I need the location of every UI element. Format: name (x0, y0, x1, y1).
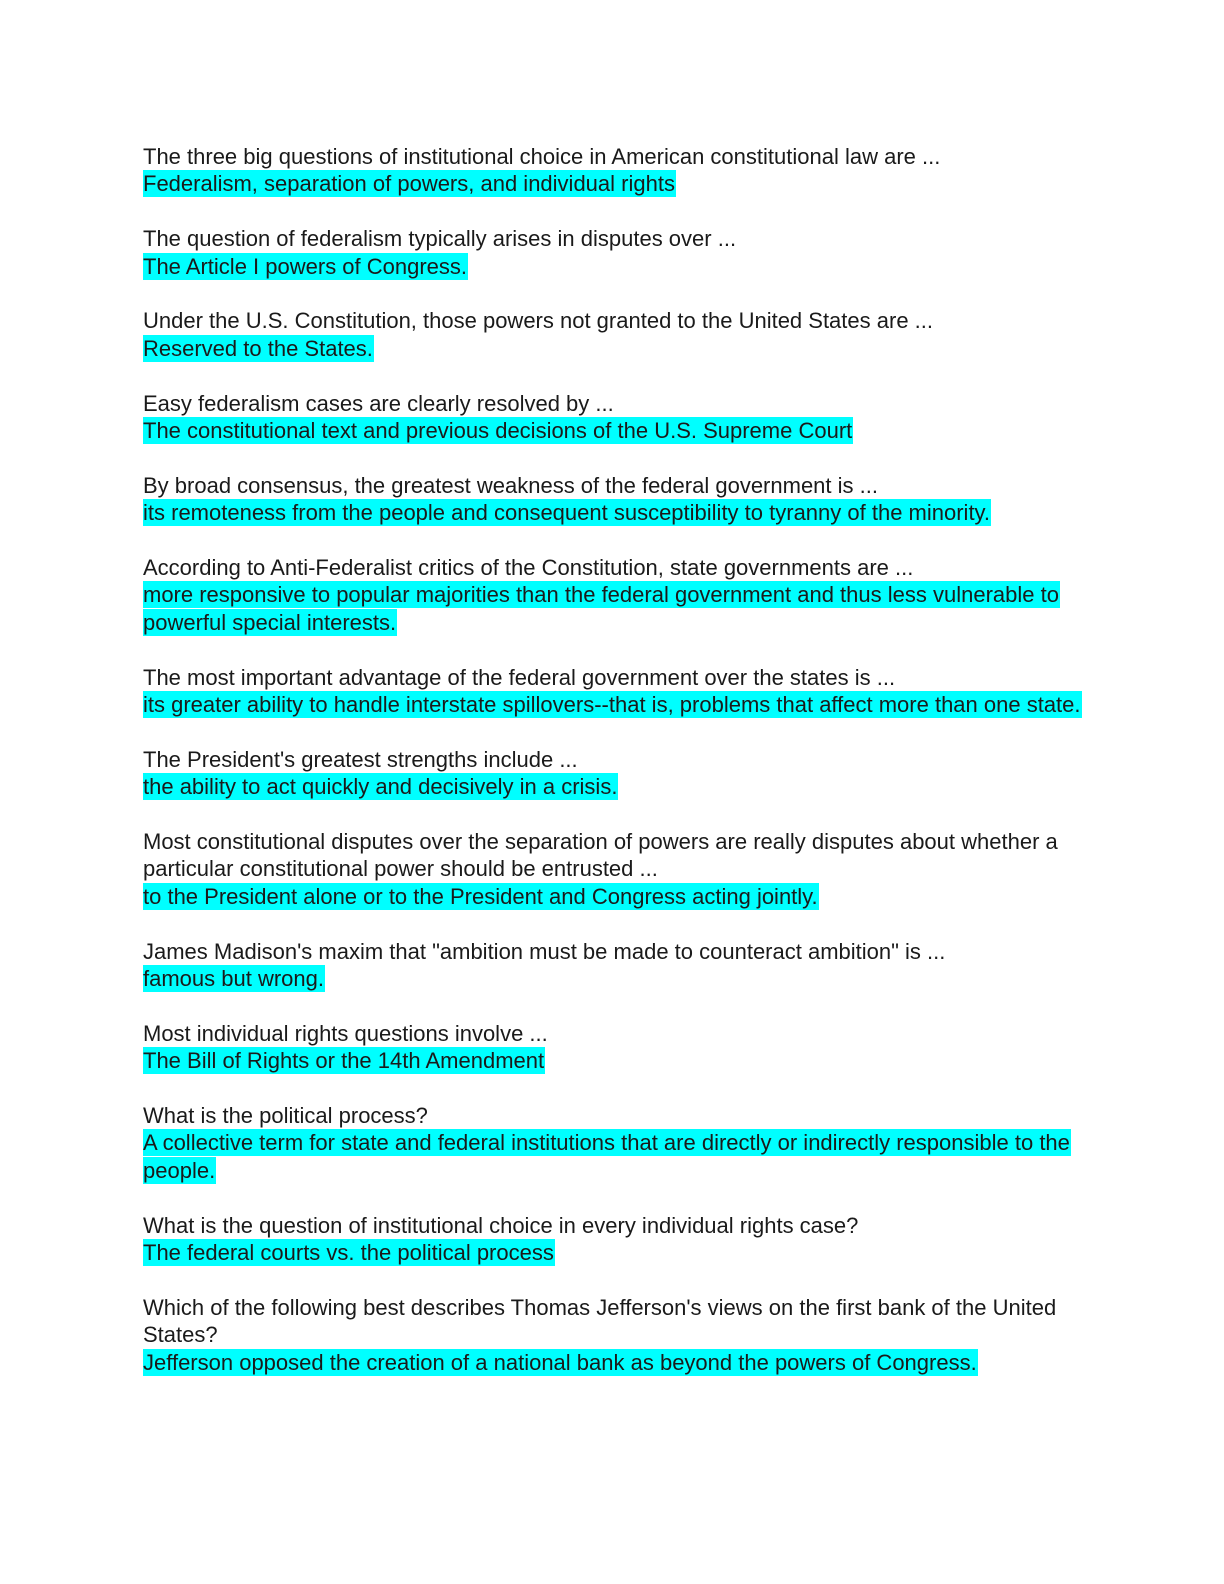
qa-item (143, 1294, 1103, 1376)
answer-highlight (143, 335, 1103, 362)
question-text: Easy federalism cases are clearly resolved by ... (143, 390, 614, 416)
answer-highlight (143, 581, 1103, 636)
answer-highlight (143, 1239, 1103, 1266)
answer-highlight (143, 253, 1103, 280)
question-text: Which of the following best describes Thomas Jefferson's views on the first bank of the United States? (143, 1294, 1063, 1348)
answer-text: The constitutional text and previous decisions of the U.S. Supreme Court (143, 418, 853, 444)
question-text: Under the U.S. Constitution, those powers not granted to the United States are ... (143, 308, 934, 334)
qa-item (143, 938, 1103, 993)
answer-highlight (143, 417, 1103, 444)
answer-highlight (143, 965, 1103, 992)
answer-highlight (143, 1349, 1103, 1376)
answer-text: more responsive to popular majorities than the federal government and thus less vulnerable to powerful special interests. (143, 582, 1059, 635)
qa-item (143, 828, 1103, 910)
question-text: The President's greatest strengths include ... (143, 746, 578, 772)
answer-highlight (143, 883, 1103, 910)
answer-text: to the President alone or to the President and Congress acting jointly. (143, 883, 818, 909)
answer-highlight (143, 499, 1103, 526)
answer-text: Reserved to the States. (143, 335, 373, 361)
question-text: James Madison's maxim that "ambition must be made to counteract ambition" is ... (143, 938, 946, 964)
qa-item (143, 1212, 1103, 1267)
qa-item (143, 225, 1103, 280)
answer-text: The federal courts vs. the political process (143, 1240, 554, 1266)
question-text: Most individual rights questions involve ... (143, 1020, 548, 1046)
answer-text: its greater ability to handle interstate spillovers--that is, problems that affect more than one state. (143, 692, 1081, 718)
qa-item (143, 554, 1103, 636)
question-text: What is the political process? (143, 1103, 428, 1129)
answer-highlight (143, 773, 1103, 800)
answer-text: The Bill of Rights or the 14th Amendment (143, 1048, 545, 1074)
qa-item (143, 664, 1103, 719)
qa-item (143, 746, 1103, 801)
answer-highlight (143, 1129, 1103, 1184)
answer-text: A collective term for state and federal institutions that are directly or indirectly responsible to the people. (143, 1130, 1070, 1183)
answer-text: famous but wrong. (143, 966, 324, 992)
question-text: By broad consensus, the greatest weakness of the federal government is ... (143, 472, 878, 498)
answer-text: The Article I powers of Congress. (143, 253, 468, 279)
question-text: Most constitutional disputes over the separation of powers are really disputes about whether a particular constitutional power should be entrusted ... (143, 829, 1064, 882)
answer-text: Jefferson opposed the creation of a national bank as beyond the powers of Congress. (143, 1349, 977, 1375)
qa-item (143, 307, 1103, 362)
qa-item (143, 1020, 1103, 1075)
question-text: What is the question of institutional choice in every individual rights case? (143, 1212, 859, 1238)
qa-item (143, 143, 1103, 198)
answer-highlight (143, 170, 1103, 197)
answer-text: the ability to act quickly and decisively in a crisis. (143, 774, 618, 800)
answer-highlight (143, 691, 1103, 718)
answer-text: its remoteness from the people and consequent susceptibility to tyranny of the minority. (143, 500, 991, 526)
question-text: The most important advantage of the federal government over the states is ... (143, 664, 896, 690)
qa-item (143, 390, 1103, 445)
question-text: The three big questions of institutional choice in American constitutional law are ... (143, 144, 941, 169)
question-text: The question of federalism typically arises in disputes over ... (143, 226, 737, 252)
qa-item (143, 1102, 1103, 1184)
document-page (143, 143, 1103, 1403)
qa-item (143, 472, 1103, 527)
question-text: According to Anti-Federalist critics of the Constitution, state governments are ... (143, 555, 914, 581)
answer-highlight (143, 1047, 1103, 1074)
answer-text: Federalism, separation of powers, and individual rights (143, 171, 675, 197)
